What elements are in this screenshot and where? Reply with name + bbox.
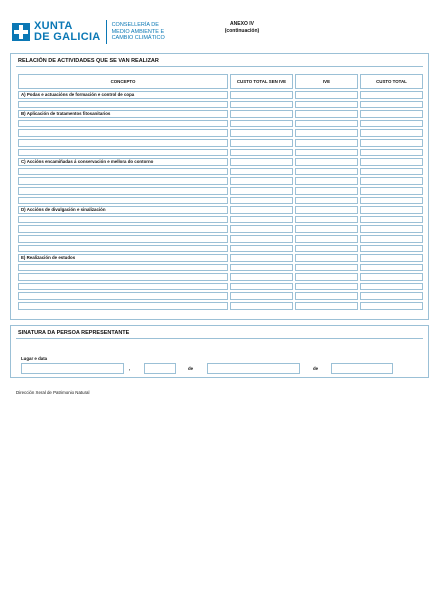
cost-without-vat-cell[interactable] <box>230 187 293 195</box>
total-cost-cell[interactable] <box>360 302 423 310</box>
cost-without-vat-cell[interactable] <box>230 235 293 243</box>
department-name: CONSELLERÍA DE MEDIO AMBIENTE E CAMBIO CLIMÁTICO <box>111 22 165 42</box>
section-label[interactable]: E) Realización de estudos <box>18 254 228 262</box>
concept-cell[interactable] <box>18 187 228 195</box>
comma-separator: , <box>129 366 131 371</box>
section-label[interactable]: B) Aplicación de tratamentos fitosanitarios <box>18 110 228 118</box>
concept-cell[interactable] <box>18 264 228 272</box>
place-input[interactable] <box>21 363 124 374</box>
vat-cell[interactable] <box>295 273 358 281</box>
total-cost-cell[interactable] <box>360 149 423 157</box>
vat-cell[interactable] <box>295 197 358 205</box>
cost-without-vat-cell[interactable] <box>230 110 293 118</box>
vat-cell[interactable] <box>295 302 358 310</box>
vat-cell[interactable] <box>295 120 358 128</box>
table-row <box>18 139 423 147</box>
logo-wordmark: XUNTA DE GALICIA <box>34 20 101 43</box>
concept-cell[interactable] <box>18 101 228 109</box>
concept-cell[interactable] <box>18 149 228 157</box>
cost-without-vat-cell[interactable] <box>230 91 293 99</box>
vat-cell[interactable] <box>295 254 358 262</box>
place-date-label: Lugar e data <box>21 356 48 361</box>
total-cost-cell[interactable] <box>360 235 423 243</box>
signature-title: SINATURA DA PERSOA REPRESENTANTE <box>18 330 130 336</box>
total-cost-cell[interactable] <box>360 292 423 300</box>
concept-cell[interactable] <box>18 235 228 243</box>
vat-cell[interactable] <box>295 292 358 300</box>
cost-without-vat-cell[interactable] <box>230 168 293 176</box>
table-row <box>18 168 423 176</box>
table-row <box>18 273 423 281</box>
cost-without-vat-cell[interactable] <box>230 120 293 128</box>
annex-subtitle: (continuación) <box>224 28 260 34</box>
cost-without-vat-cell[interactable] <box>230 139 293 147</box>
concept-cell[interactable] <box>18 177 228 185</box>
activities-table <box>16 72 425 312</box>
col-header-total-cost: CUSTO TOTAL <box>360 74 423 89</box>
table-row <box>18 225 423 233</box>
concept-cell[interactable] <box>18 120 228 128</box>
activities-section <box>10 53 429 320</box>
vat-cell[interactable] <box>295 187 358 195</box>
cost-without-vat-cell[interactable] <box>230 254 293 262</box>
total-cost-cell[interactable] <box>360 245 423 253</box>
total-cost-cell[interactable] <box>360 110 423 118</box>
vat-cell[interactable] <box>295 216 358 224</box>
total-cost-cell[interactable] <box>360 273 423 281</box>
vat-cell[interactable] <box>295 101 358 109</box>
cost-without-vat-cell[interactable] <box>230 129 293 137</box>
cost-without-vat-cell[interactable] <box>230 216 293 224</box>
concept-cell[interactable] <box>18 216 228 224</box>
table-row <box>18 187 423 195</box>
title-divider <box>16 338 423 339</box>
cost-without-vat-cell[interactable] <box>230 158 293 166</box>
title-divider <box>16 66 423 67</box>
table-row <box>18 197 423 205</box>
total-cost-cell[interactable] <box>360 177 423 185</box>
vat-cell[interactable] <box>295 149 358 157</box>
activities-table-body <box>18 91 423 310</box>
cost-without-vat-cell[interactable] <box>230 149 293 157</box>
table-row <box>18 235 423 243</box>
vat-cell[interactable] <box>295 206 358 214</box>
concept-cell[interactable] <box>18 225 228 233</box>
section-row <box>18 206 423 214</box>
cost-without-vat-cell[interactable] <box>230 101 293 109</box>
cost-without-vat-cell[interactable] <box>230 177 293 185</box>
vat-cell[interactable] <box>295 129 358 137</box>
total-cost-cell[interactable] <box>360 216 423 224</box>
table-row <box>18 120 423 128</box>
month-input[interactable] <box>207 363 300 374</box>
concept-cell[interactable] <box>18 273 228 281</box>
vat-cell[interactable] <box>295 158 358 166</box>
col-header-concept: CONCEPTO <box>18 74 228 89</box>
total-cost-cell[interactable] <box>360 120 423 128</box>
total-cost-cell[interactable] <box>360 225 423 233</box>
cost-without-vat-cell[interactable] <box>230 206 293 214</box>
year-input[interactable] <box>331 363 393 374</box>
table-row <box>18 101 423 109</box>
signature-section <box>10 325 429 378</box>
total-cost-cell[interactable] <box>360 129 423 137</box>
total-cost-cell[interactable] <box>360 254 423 262</box>
vat-cell[interactable] <box>295 177 358 185</box>
vat-cell[interactable] <box>295 283 358 291</box>
footer-text: Dirección Xeral de Patrimonio Natural <box>16 390 90 395</box>
concept-cell[interactable] <box>18 292 228 300</box>
cost-without-vat-cell[interactable] <box>230 225 293 233</box>
cost-without-vat-cell[interactable] <box>230 245 293 253</box>
table-row <box>18 149 423 157</box>
annex-heading <box>200 21 284 35</box>
concept-cell[interactable] <box>18 283 228 291</box>
annex-title: ANEXO IV <box>230 21 254 27</box>
total-cost-cell[interactable] <box>360 139 423 147</box>
cost-without-vat-cell[interactable] <box>230 264 293 272</box>
total-cost-cell[interactable] <box>360 206 423 214</box>
concept-cell[interactable] <box>18 129 228 137</box>
total-cost-cell[interactable] <box>360 101 423 109</box>
table-row <box>18 302 423 310</box>
total-cost-cell[interactable] <box>360 197 423 205</box>
total-cost-cell[interactable] <box>360 264 423 272</box>
col-header-cost-without-vat: CUSTO TOTAL SEN IVE <box>230 74 293 89</box>
de-separator-1: de <box>188 366 194 371</box>
total-cost-cell[interactable] <box>360 168 423 176</box>
col-header-vat: IVE <box>295 74 358 89</box>
section-row <box>18 158 423 166</box>
table-row <box>18 264 423 272</box>
day-input[interactable] <box>144 363 176 374</box>
table-row <box>18 129 423 137</box>
vat-cell[interactable] <box>295 225 358 233</box>
section-row <box>18 110 423 118</box>
de-separator-2: de <box>313 366 319 371</box>
logo-divider <box>106 20 107 44</box>
xunta-logo <box>12 20 165 44</box>
concept-cell[interactable] <box>18 302 228 310</box>
total-cost-cell[interactable] <box>360 158 423 166</box>
concept-cell[interactable] <box>18 139 228 147</box>
vat-cell[interactable] <box>295 139 358 147</box>
section-label[interactable]: C) Accións encamiñadas á conservación e mellora do contorno <box>18 158 228 166</box>
table-row <box>18 177 423 185</box>
cost-without-vat-cell[interactable] <box>230 273 293 281</box>
cost-without-vat-cell[interactable] <box>230 197 293 205</box>
section-row <box>18 91 423 99</box>
vat-cell[interactable] <box>295 245 358 253</box>
vat-cell[interactable] <box>295 235 358 243</box>
concept-cell[interactable] <box>18 197 228 205</box>
cost-without-vat-cell[interactable] <box>230 302 293 310</box>
table-row <box>18 245 423 253</box>
table-row <box>18 216 423 224</box>
total-cost-cell[interactable] <box>360 187 423 195</box>
cost-without-vat-cell[interactable] <box>230 283 293 291</box>
vat-cell[interactable] <box>295 168 358 176</box>
table-header-row <box>18 74 423 89</box>
concept-cell[interactable] <box>18 245 228 253</box>
total-cost-cell[interactable] <box>360 283 423 291</box>
section-row <box>18 254 423 262</box>
activities-title: RELACIÓN DE ACTIVIDADES QUE SE VAN REALIZAR <box>18 58 159 64</box>
section-label[interactable]: D) Accións de divulgación e sinalización <box>18 206 228 214</box>
concept-cell[interactable] <box>18 168 228 176</box>
vat-cell[interactable] <box>295 264 358 272</box>
total-cost-cell[interactable] <box>360 91 423 99</box>
table-row <box>18 283 423 291</box>
cost-without-vat-cell[interactable] <box>230 292 293 300</box>
section-label[interactable]: A) Podas e actuacións de formación e control de copa <box>18 91 228 99</box>
vat-cell[interactable] <box>295 110 358 118</box>
table-row <box>18 292 423 300</box>
xunta-cross-icon <box>12 23 30 41</box>
vat-cell[interactable] <box>295 91 358 99</box>
